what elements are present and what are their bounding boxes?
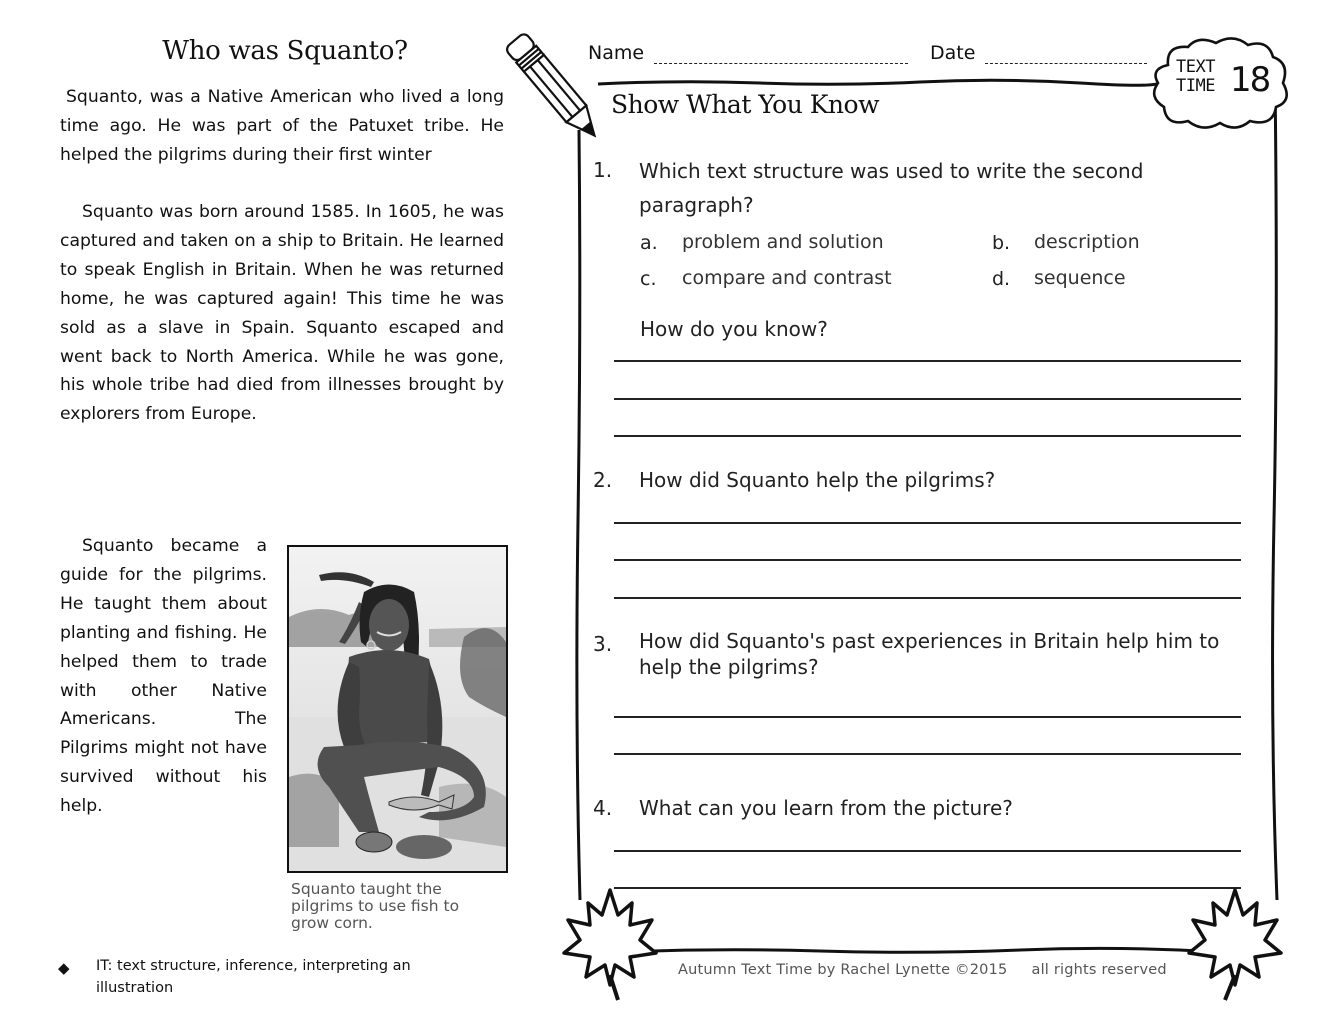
badge-line-time: TIME <box>1176 76 1215 96</box>
option-d[interactable]: sequence <box>1034 267 1126 289</box>
question-text: How did Squanto's past experiences in Britain help him to help the pilgrims? <box>639 629 1220 679</box>
question-number: 3. <box>593 632 613 656</box>
passage-paragraph-2: Squanto was born around 1585. In 1605, he was captured and taken on a ship to Britain. He learned to speak English in Britain. When he was returned home, he was captured again! This time he was sold as a slave in Spain. Squanto escaped and went back to North America. While he was gone, his whole tribe had died from illnesses brought by explorers from Europe. <box>60 202 504 425</box>
answer-line[interactable] <box>614 398 1241 400</box>
answer-line[interactable] <box>614 559 1241 561</box>
option-b[interactable]: description <box>1034 231 1140 253</box>
answer-line[interactable] <box>614 435 1241 437</box>
answer-line[interactable] <box>614 716 1241 718</box>
name-field[interactable] <box>588 42 908 64</box>
option-b-letter: b. <box>992 232 1011 254</box>
question-1-followup: How do you know? <box>640 317 828 341</box>
passage-paragraph-1: Squanto, was a Native American who lived a long time ago. He was part of the Patuxet tribe. He helped the pilgrims during their first winter <box>60 87 504 165</box>
copyright-footer: Autumn Text Time by Rachel Lynette ©2015 all rights reserved <box>678 962 1167 978</box>
maple-leaf-icon <box>1185 885 1285 1005</box>
name-input-line[interactable] <box>654 45 908 64</box>
name-label: Name <box>588 42 645 64</box>
question-text: What can you learn from the picture? <box>639 796 1013 820</box>
badge-line-text: TEXT <box>1176 57 1215 77</box>
option-a[interactable]: problem and solution <box>682 231 884 253</box>
date-input-line[interactable] <box>985 45 1147 64</box>
question-number: 1. <box>593 158 613 182</box>
date-field[interactable] <box>930 42 1147 64</box>
passage-title: Who was Squanto? <box>162 36 408 66</box>
squanto-illustration-icon <box>289 547 506 871</box>
answer-line[interactable] <box>614 522 1241 524</box>
question-number: 4. <box>593 796 613 820</box>
question-text: How did Squanto help the pilgrims? <box>639 468 996 492</box>
question-number: 2. <box>593 468 613 492</box>
answer-line[interactable] <box>614 850 1241 852</box>
option-a-letter: a. <box>640 232 658 254</box>
question-text: Which text structure was used to write the second paragraph? <box>639 159 1144 217</box>
option-c[interactable]: compare and contrast <box>682 267 892 289</box>
picture-caption: Squanto taught the pilgrims to use fish to grow corn. <box>291 880 460 932</box>
diamond-bullet-icon: ◆ <box>58 959 70 977</box>
badge-label <box>1176 58 1215 96</box>
text-time-badge <box>1148 35 1293 131</box>
answer-line[interactable] <box>614 887 1241 889</box>
section-title: Show What You Know <box>611 90 879 119</box>
badge-number: 18 <box>1230 60 1270 100</box>
maple-leaf-icon <box>560 885 660 1005</box>
answer-line[interactable] <box>614 360 1241 362</box>
option-d-letter: d. <box>992 268 1011 290</box>
passage-paragraph-3: Squanto became a guide for the pilgrims. He taught them about planting and fishing. He helped them to trade with other Native Americans. The Pilgrims might not have survived without his help. <box>60 536 267 817</box>
answer-line[interactable] <box>614 597 1241 599</box>
answer-line[interactable] <box>614 753 1241 755</box>
squanto-illustration <box>287 545 508 873</box>
option-c-letter: c. <box>640 268 657 290</box>
date-label: Date <box>930 42 976 64</box>
skills-note: IT: text structure, inference, interpreting an illustration <box>96 958 411 996</box>
